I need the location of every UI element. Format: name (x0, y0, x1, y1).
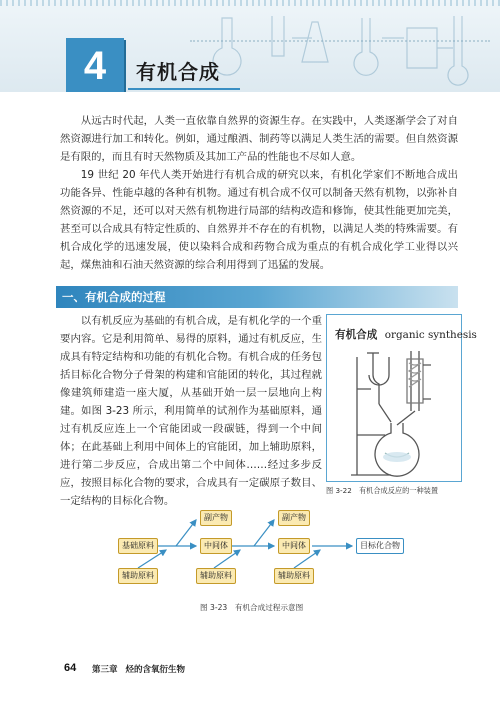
banner-stripe (0, 0, 500, 6)
sidebox-title-cn: 有机合成 (335, 329, 378, 341)
title-underline (128, 88, 240, 90)
page-footer (0, 658, 500, 678)
chapter-number-box: 4 (66, 38, 124, 92)
chapter-banner (0, 0, 500, 92)
synthesis-apparatus-illustration (347, 349, 447, 479)
intro-paragraph-2: 19 世纪 20 年代人类开始进行有机合成的研究以来，有机化学家们不断地合成出功能各异、性能卓越的各种有机物。通过有机合成不仅可以制备天然有机物，以弥补自然资源的不足，还可以对天然有机物进行局部的结构改造和修饰，使其性能更加完美，甚至可以合成具有特定性质的、自然界并不存在的有机物，以满足人类的特殊需要。有机合成化学的迅速发展，使以染料合成和药物合成为重点的有机合成化学工业得以兴起，煤焦油和石油天然资源的综合利用得到了迅猛的发展。 (60, 169, 458, 271)
flow-node-auxiliary-1: 辅助原料 (118, 568, 158, 584)
page-number: 64 (64, 662, 77, 674)
flow-node-base-material: 基础原料 (118, 538, 158, 554)
section-heading-bar (56, 286, 458, 308)
flow-node-byproduct-1: 副产物 (200, 510, 232, 526)
intro-text (60, 112, 458, 274)
footer-chapter (92, 663, 193, 675)
synthesis-flow-diagram (0, 500, 500, 600)
section-body (60, 312, 322, 510)
flow-node-intermediate-1: 中间体 (200, 538, 232, 554)
organic-synthesis-box (326, 314, 477, 482)
flow-node-target-compound: 目标化合物 (356, 538, 404, 554)
glassware-illustration (192, 8, 492, 88)
sidebox-title-en: organic synthesis (384, 329, 477, 341)
flow-node-intermediate-2: 中间体 (278, 538, 310, 554)
sidebox-title (335, 327, 477, 342)
flow-node-auxiliary-2: 辅助原料 (196, 568, 236, 584)
figure-3-22-caption: 图 3-22 有机合成反应的一种装置 (326, 486, 439, 495)
footer-chapter-label: 第三章 (92, 665, 118, 675)
footer-chapter-name: 烃的含氧衍生物 (125, 665, 186, 675)
flow-node-byproduct-2: 副产物 (278, 510, 310, 526)
intro-paragraph-1: 从远古时代起，人类一直依靠自然界的资源生存。在实践中，人类逐渐学会了对自然资源进行加工和转化。例如，通过酿酒、制药等以满足人类生活的需要。但自然资源是有限的，而且有时天然物质及其加工产品的性能也不尽如人意。 (60, 115, 458, 163)
section-title: 一、有机合成的过程 (62, 290, 166, 304)
flow-node-auxiliary-3: 辅助原料 (274, 568, 314, 584)
figure-3-23-caption: 图 3-23 有机合成过程示意图 (200, 603, 304, 612)
chapter-title: 有机合成 (136, 60, 220, 84)
section-paragraph-1: 以有机反应为基础的有机合成，是有机化学的一个重要内容。它是利用简单、易得的原料，通过有机反应，生成具有特定结构和功能的有机化合物。有机合成的任务包括目标化合物分子骨架的构建和官能团的转化，其过程就像建筑师建造一座大厦，从基础开始一层一层地向上构建。如图 3-23 所示，利用简单的试剂作为基础原料，通过有机反应连上一个官能团或一段碳链，得到一个中间体；在此基础上利用中间体上的官能团，加上辅助原料，进行第二步反应，合成出第二个中间体……经过多步反应，按照目标化合物的要求，合成具有一定碳原子数目、一定结构的目标化合物。 (60, 315, 322, 507)
flow-arrows (0, 500, 500, 600)
